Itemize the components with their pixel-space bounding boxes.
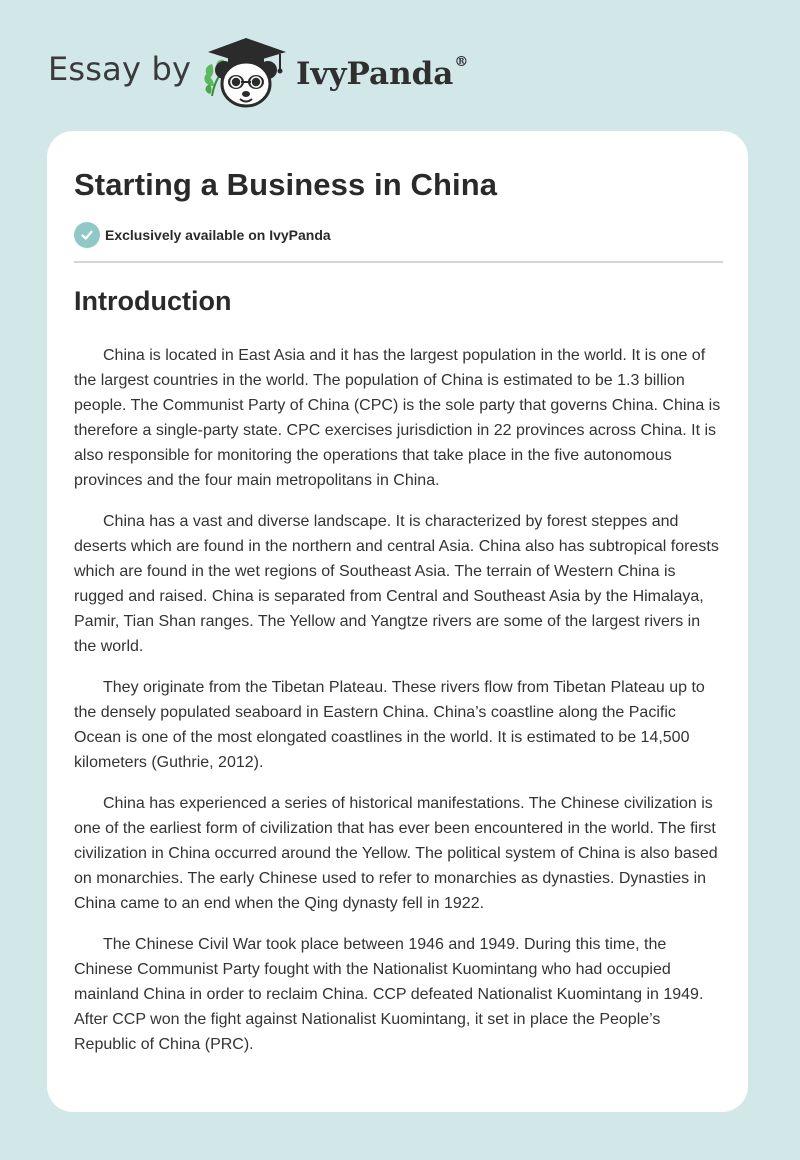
essay-title: Starting a Business in China [74,167,498,202]
panda-logo-icon[interactable] [200,34,292,110]
section-heading-introduction: Introduction [74,286,232,316]
paragraph: China is located in East Asia and it has the largest population in the world. It is one of the largest countries in the world. The population of China is estimated to be 1.3 billion people. The Communist Party of China (CPC) is the sole party that governs China. China is therefore a single-party state. CPC exercises jurisdiction in 22 provinces across China. It is also responsible for monitoring the operations that take place in the five autonomous provinces and the four main metropolitans in China. [74,347,721,489]
brand-name-text: IvyPanda [296,56,454,92]
paragraph: They originate from the Tibetan Plateau. These rivers flow from Tibetan Plateau up to the densely populated seaboard in Eastern China. China’s coastline along the Pacific Ocean is one of the most elongated coastlines in the world. It is estimated to be 14,500 kilometers (Guthrie, 2012). [74,679,705,771]
exclusive-badge-text: Exclusively available on IvyPanda [105,227,331,243]
brand-name[interactable] [296,56,468,92]
paragraph: China has experienced a series of historical manifestations. The Chinese civilization is one of the earliest form of civilization that has ever been encountered in the world. The first civilization in China occurred around the Yellow. The political system of China is also based on monarchies. The early Chinese used to refer to monarchies as dynasties. Dynasties in China came to an end when the Qing dynasty fell in 1922. [74,795,718,912]
site-header [0,0,800,120]
check-circle-icon [74,222,100,248]
exclusive-badge [74,222,331,248]
title-divider [74,261,723,263]
paragraph: The Chinese Civil War took place between 1946 and 1949. During this time, the Chinese Communist Party fought with the Nationalist Kuomintang who had occupied mainland China in order to reclaim China. CCP defeated Nationalist Kuomintang in 1949. After CCP won the fight against Nationalist Kuomintang, it set in place the People’s Republic of China (PRC). [74,936,704,1053]
essay-card [47,131,748,1112]
essay-by-label: Essay by [48,50,192,88]
registered-mark: ® [454,54,469,70]
paragraph: China has a vast and diverse landscape. It is characterized by forest steppes and deserts which are found in the northern and central Asia. China also has subtropical forests which are found in the wet regions of Southeast Asia. The terrain of Western China is rugged and raised. China is separated from Central and Southeast Asia by the Himalaya, Pamir, Tian Shan ranges. The Yellow and Yangtze rivers are some of the largest rivers in the world. [74,513,719,655]
essay-body [74,343,726,1073]
